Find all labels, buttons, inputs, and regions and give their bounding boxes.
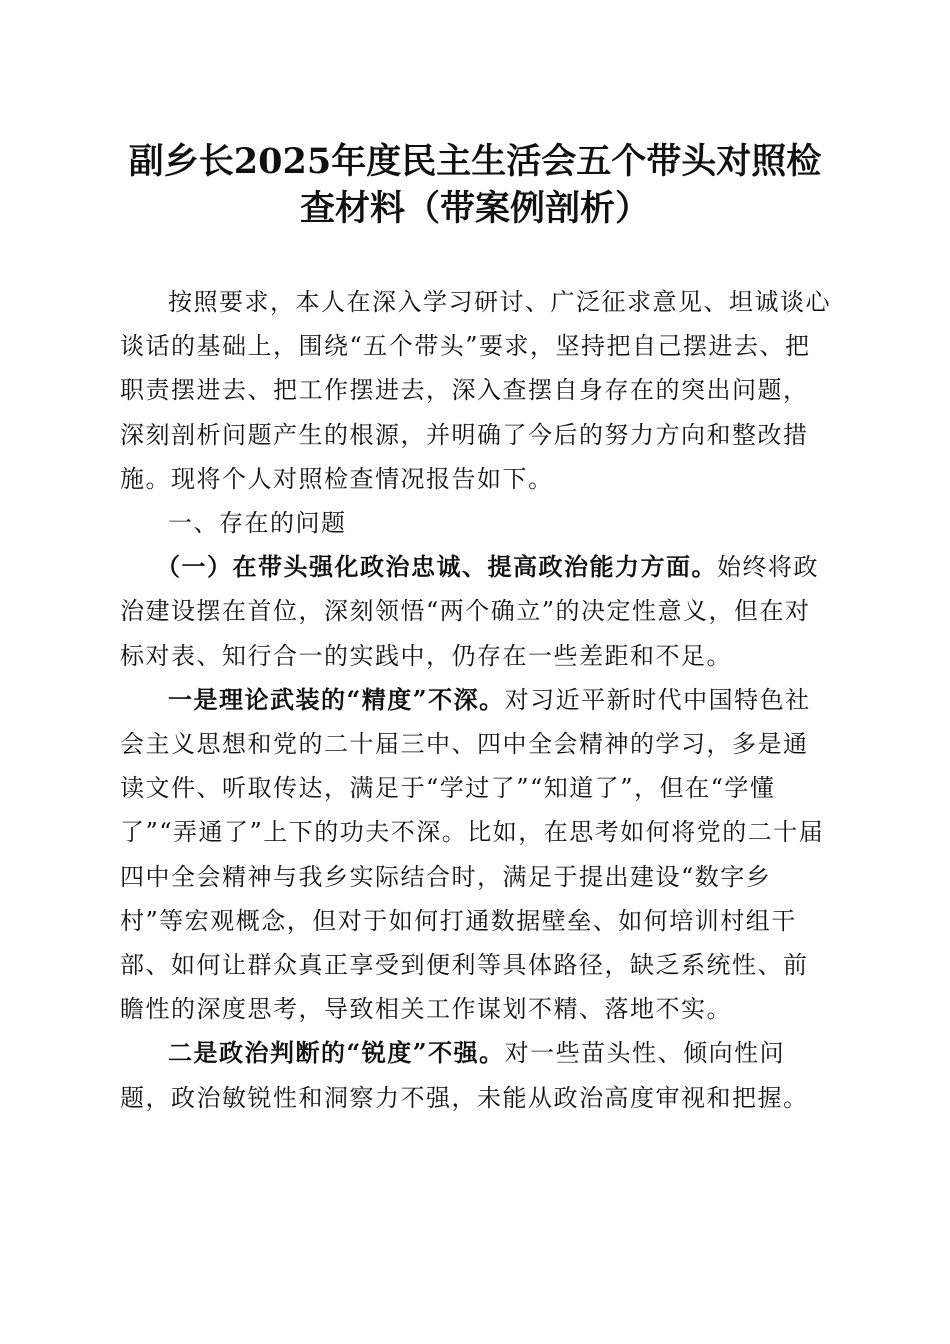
section-heading-problems: 一、存在的问题 [168,509,347,538]
subsection-political-loyalty [120,545,832,678]
point-political-judgment [120,1031,832,1119]
point-lead: 二是政治判断的“锐度”不强。 [168,1038,505,1068]
title-line-2: 查材料（带案例剖析） [299,188,650,229]
point-theory-armament [120,678,832,1032]
point-text: 对习近平新时代中国特色社会主义思想和党的二十届三中、四中全会精神的学习，多是通读文件、听取传达，满足于“学过了”“知道了”，但在“学懂了”“弄通了”上下的功夫不深。比如，在思考如何将党的二十届四中全会精神与我乡实际结合时，满足于提出建设“数字乡村”等宏观概念，但对于如何打通数据壁垒、如何培训村组干部、如何让群众真正享受到便利等具体路径，缺乏系统性、前瞻性的深度思考，导致相关工作谋划不精、落地不实。 [120,685,825,1024]
document-title [100,138,850,232]
point-text: 对一些苗头性、倾向性问题，政治敏锐性和洞察力不强，未能从政治高度审视和把握。 [120,1039,809,1112]
subsection-text: 始终将政治建设摆在首位，深刻领悟“两个确立”的决定性意义，但在对标对表、知行合一的实践中，仍存在一些差距和不足。 [120,553,819,670]
title-line-1: 副乡长2025年度民主生活会五个带头对照检 [128,141,822,182]
intro-paragraph: 按照要求，本人在深入学习研讨、广泛征求意见、坦诚谈心谈话的基础上，围绕“五个带头”要求，坚持把自己摆进去、把职责摆进去、把工作摆进去，深入查摆自身存在的突出问题，深刻剖析问题产生的根源，并明确了今后的努力方向和整改措施。现将个人对照检查情况报告如下。 [120,288,831,493]
point-lead: 一是理论武装的“精度”不深。 [168,684,505,714]
document-body [120,280,832,1120]
subsection-lead: （一）在带头强化政治忠诚、提高政治能力方面。 [156,552,717,582]
